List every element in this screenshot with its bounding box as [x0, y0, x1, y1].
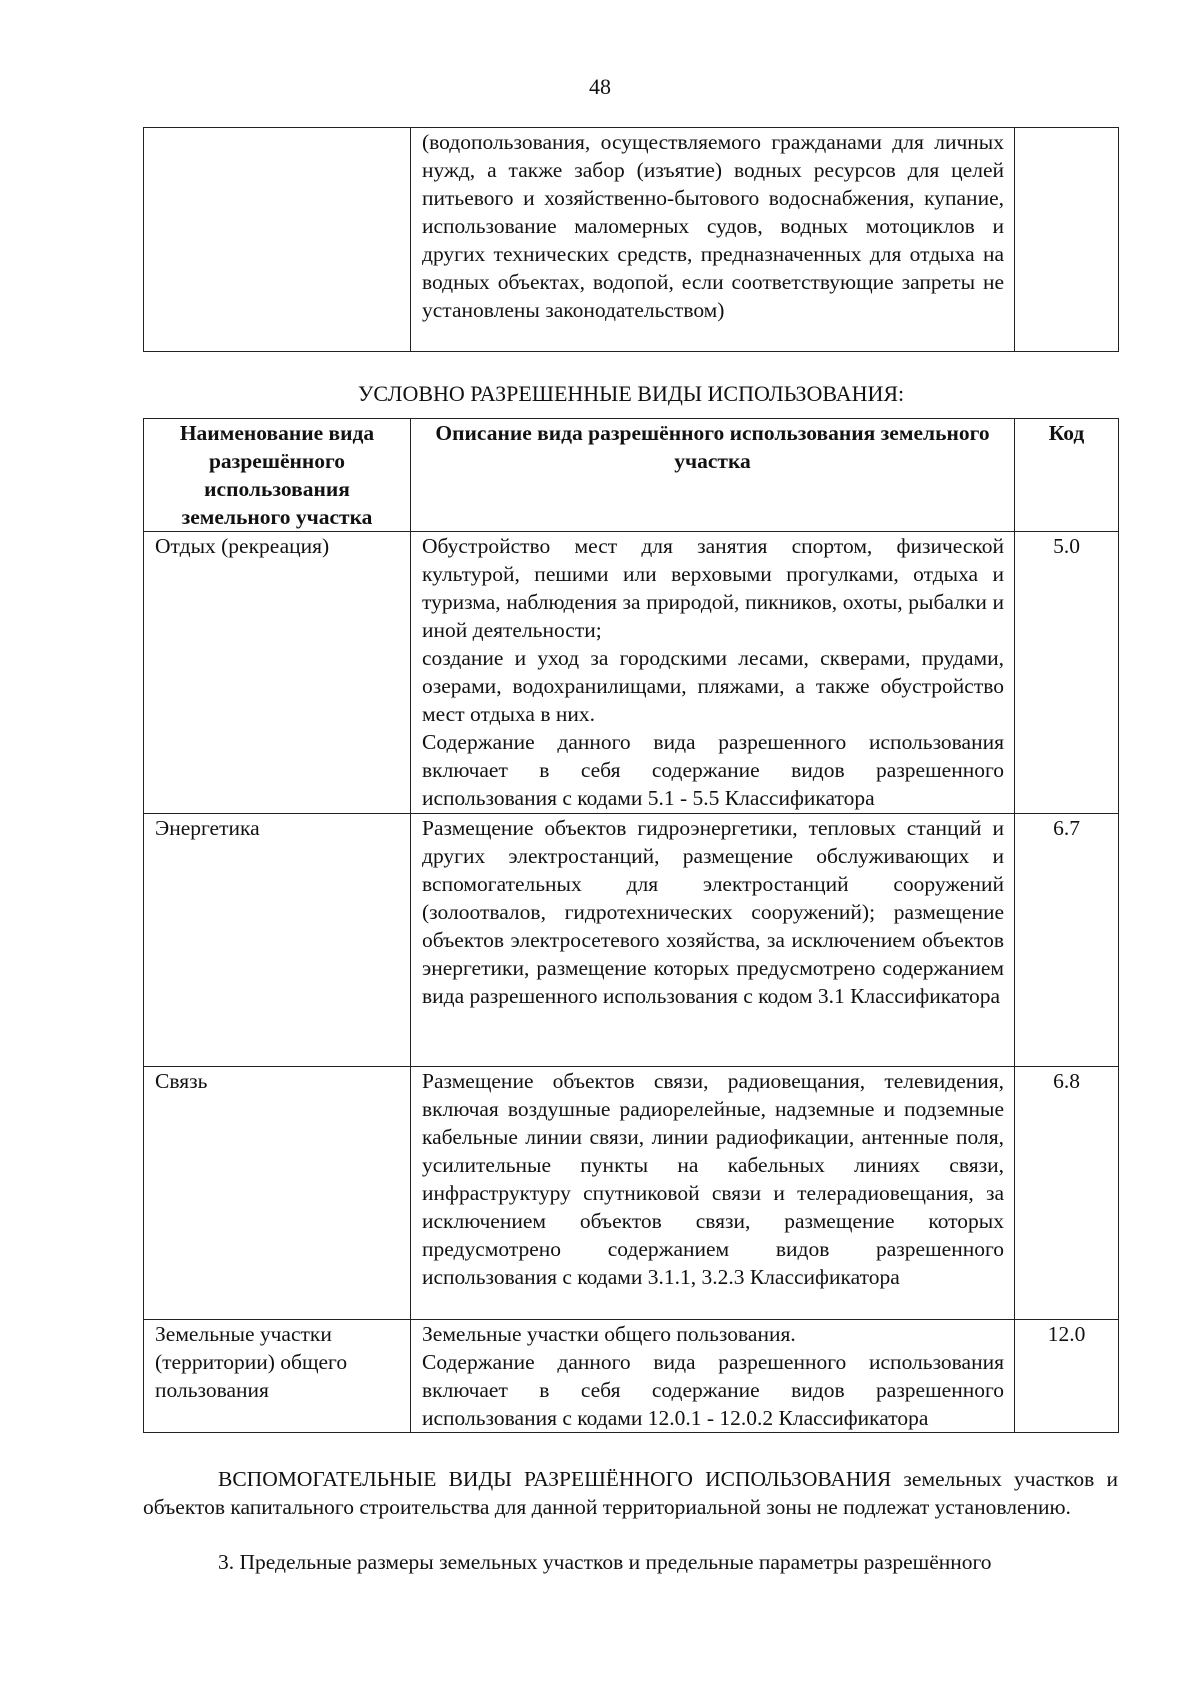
section-heading: УСЛОВНО РАЗРЕШЕННЫЕ ВИДЫ ИСПОЛЬЗОВАНИЯ:: [357, 381, 905, 406]
description-cell: [411, 814, 1015, 1067]
name-cell: Энергетика: [144, 814, 411, 1067]
name-cell: Отдых (рекреация): [144, 532, 411, 814]
description-text: Содержание данного вида разрешенного использования включает в себя содержание видов разрешенного использования с кодами 12.0.1 - 12.0.2 Классификатора: [422, 1350, 1004, 1430]
code-cell: 12.0: [1015, 1320, 1119, 1433]
continuation-table: [143, 127, 1119, 352]
header-name: Наименование вида разрешённого использования земельного участка: [144, 419, 411, 532]
description-cell: [411, 1320, 1015, 1433]
description-text: Обустройство мест для занятия спортом, физической культурой, пешими или верховыми прогулками, отдыха и туризма, наблюдения за природой, пикников, охоты, рыбалки и иной деятельности;: [422, 534, 1004, 642]
table-row: [144, 1320, 1119, 1433]
table-header-row: [144, 419, 1119, 532]
description-text: (водопользования, осуществляемого гражданами для личных нужд, а также забор (изъятие) водных ресурсов для целей питьевого и хозяйственно-бытового водоснабжения, купание, использование маломерных судов, водных мотоциклов и других технических средств, предназначенных для отдыха на водных объектах, водопой, если соответствующие запреты не установлены законодательством): [422, 130, 1004, 322]
description-cell: [411, 532, 1015, 814]
description-text: Размещение объектов гидроэнергетики, тепловых станций и других электростанций, размещение обслуживающих и вспомогательных для электростанций сооружений (золоотвалов, гидротехнических сооружений); размещение объектов электросетевого хозяйства, за исключением объектов энергетики, размещение которых предусмотрено содержанием вида разрешенного использования с кодом 3.1 Классификатора: [422, 816, 1004, 1008]
description-cell: [411, 128, 1015, 352]
description-text: Земельные участки общего пользования.: [422, 1322, 796, 1346]
table-row: [144, 1067, 1119, 1320]
name-cell: Земельные участки (территории) общего пользования: [144, 1320, 411, 1433]
section-3-paragraph: 3. Предельные размеры земельных участков и предельные параметры разрешённого: [218, 1550, 992, 1574]
code-cell: 5.0: [1015, 532, 1119, 814]
code-cell: 6.7: [1015, 814, 1119, 1067]
auxiliary-uses-paragraph: ВСПОМОГАТЕЛЬНЫЕ ВИДЫ РАЗРЕШЁННОГО ИСПОЛЬЗОВАНИЯ земельных участков и объектов капитального строительства для данной территориальной зоны не подлежат установлению.: [143, 1467, 1118, 1519]
header-code: Код: [1015, 419, 1119, 532]
table-row: [144, 814, 1119, 1067]
header-description: Описание вида разрешённого использования земельного участка: [411, 419, 1015, 532]
description-text: Размещение объектов связи, радиовещания, телевидения, включая воздушные радиорелейные, надземные и подземные кабельные линии связи, линии радиофикации, антенные поля, усилительные пункты на кабельных линиях связи, инфраструктуру спутниковой связи и телерадиовещания, за исключением объектов связи, размещение которых предусмотрено содержанием видов разрешенного использования с кодами 3.1.1, 3.2.3 Классификатора: [422, 1069, 1004, 1289]
code-cell: 6.8: [1015, 1067, 1119, 1320]
name-cell: [144, 128, 411, 352]
table-row: [144, 128, 1119, 352]
code-cell: [1015, 128, 1119, 352]
page-number: 48: [589, 74, 611, 99]
description-cell: [411, 1067, 1015, 1320]
table-row: [144, 532, 1119, 814]
description-text: Содержание данного вида разрешенного использования включает в себя содержание видов разрешенного использования с кодами 5.1 - 5.5 Классификатора: [422, 730, 1004, 810]
description-text: создание и уход за городскими лесами, скверами, прудами, озерами, водохранилищами, пляжами, а также обустройство мест отдыха в них.: [422, 646, 1004, 726]
name-cell: Связь: [144, 1067, 411, 1320]
conditional-uses-table: [143, 418, 1119, 1433]
